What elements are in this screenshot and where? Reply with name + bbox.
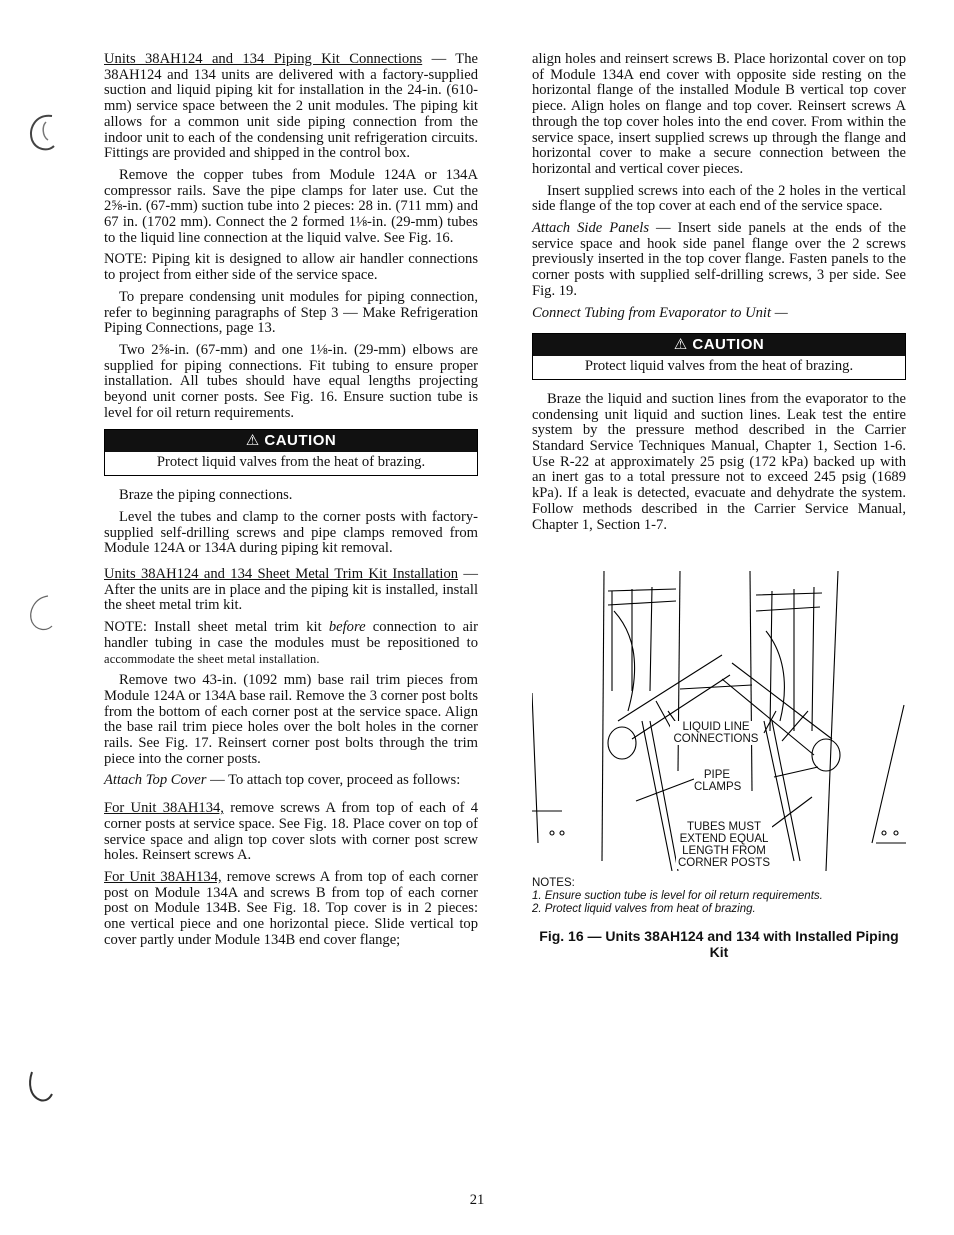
label-pipe-clamps: PIPE CLAMPS [694, 769, 742, 794]
trim-kit-paragraph: Units 38AH124 and 134 Sheet Metal Trim Kit Installation — After the units are in place and the piping kit is installed, install the sheet metal trim kit. [104, 565, 478, 614]
subheading-attach-side-panels: Attach Side Panels [532, 220, 650, 237]
body-paragraph: Braze the piping connections. [119, 487, 293, 504]
body-paragraph: Two 2⅝-in. (67-mm) and one 1⅛-in. (29-mm) elbows are supplied for piping connections. Fit tubing to ensure proper installation. All tubes should have equal lengths projecting beyond unit corner posts. See Fig. 16. Ensure suction tube is level for oil return requirements. [104, 341, 478, 421]
body-paragraph: align holes and reinsert screws B. Place horizontal cover on top of Module 134A end cover with opposite side resting on the horizontal flange of the installed Module B vertical top cover piece. Align holes on flange and top cover. Reinsert screws A through the top cover holes into the end cover. From within the service space, insert supplied screws up through the flange and horizontal cover to make a secure connection between the horizontal and vertical cover pieces. [532, 51, 906, 177]
note-item: 1. Ensure suction tube is level for oil return requirements. [532, 890, 823, 903]
right-column [532, 52, 906, 960]
caution-box [532, 333, 906, 380]
note-paragraph: NOTE: Piping kit is designed to allow air handler connections to project from either side of the service space. [104, 251, 478, 284]
note-paragraph: NOTE: Install sheet metal trim kit before connection to air handler tubing in case the modules must be repositioned to accommodate the sheet metal installation. [104, 619, 478, 666]
figure-notes [532, 877, 906, 916]
piping-kit-paragraph: Units 38AH124 and 134 Piping Kit Connections — The 38AH124 and 134 units are delivered with a factory-supplied suction and liquid piping kit for installation in the 24-in. (610-mm) service space between the 2 unit modules. The piping kit allows for a common unit side piping connection from the indoor unit to each of the condensing unit refrigeration circuits. Fittings are provided and shipped in the control box. [104, 51, 478, 162]
left-column [104, 52, 478, 954]
label-liquid-line-connections: LIQUID LINE CONNECTIONS [670, 721, 762, 745]
unit-134-paragraph: For Unit 38AH134, remove screws A from top of each of 4 corner posts at service space. See Fig. 18. Place cover on top of service space and align top cover slots with corner post screw holes. Reinsert screws A. [104, 800, 479, 864]
body-paragraph: Braze the liquid and suction lines from the evaporator to the condensing unit liquid and suction lines. Leak test the entire system by the pressure method described in the Carrier Standard Service Techniques Manual, Chapter 1, Section 1-6. Use R-22 at approximately 25 psig (172 kPa) backed up with an inert gas to a total pressure not to exceed 245 psig (1689 kPa). If a leak is detected, evacuate and dehydrate the system. Follow methods described in the Carrier Service Manual, Chapter 1, Section 1-7. [532, 390, 906, 533]
unit-134-paragraph: For Unit 38AH134, remove screws A from top of each corner post on Module 134A and screws B from top of each corner post on Module 134B. See Fig. 18. Top cover is in 2 pieces: one vertical piece and one horizontal piece. Slide vertical top cover partly under Module 134B end cover flange; [104, 868, 478, 948]
page-number: 21 [469, 1192, 485, 1208]
notes-title: NOTES: [532, 877, 575, 890]
binder-hole-mark [18, 1066, 58, 1110]
body-paragraph: Remove the copper tubes from Module 124A or 134A compressor rails. Save the pipe clamps for later use. Cut the 2⅝-in. (67-mm) suction tube into 2 pieces: 28 in. (711 mm) and 67 in. (1702 mm). Connect the 2 formed 1⅛-in. (29-mm) tubes to the liquid line connection at the liquid valve. See Fig. 16. [104, 166, 478, 246]
attach-side-panels-paragraph: Attach Side Panels — Insert side panels at the ends of the service space and hook side panel flange over the 2 screws previously inserted in the top cover flange. Fasten panels to the corner posts with supplied self-drilling screws, 3 per side. See Fig. 19. [532, 220, 906, 299]
caution-message: Protect liquid valves from the heat of brazing. [156, 454, 426, 471]
binder-hole-mark [20, 592, 60, 636]
figure-16 [532, 571, 906, 871]
binder-hole-mark [22, 110, 62, 154]
figure-caption: Fig. 16 — Units 38AH124 and 134 with Installed Piping Kit [539, 928, 899, 961]
caution-header: ⚠ CAUTION [105, 430, 477, 452]
subheading-attach-top-cover: Attach Top Cover [104, 772, 207, 789]
body-paragraph: Remove two 43-in. (1092 mm) base rail trim pieces from Module 124A or 134A base rail. Remove the 3 corner post bolts from the bottom of each corner post at the service space. Align the base rail trim piece holes over the bolt holes in the corner rails. See Fig. 17. Reinsert corner post bolts through the trim piece into the corner posts. [104, 672, 478, 767]
section-heading-trim-kit: Units 38AH124 and 134 Sheet Metal Trim Kit Installation [104, 565, 459, 582]
label-tubes-must-extend: TUBES MUST EXTEND EQUAL LENGTH FROM CORNER POSTS [677, 821, 770, 870]
caution-message: Protect liquid valves from the heat of brazing. [584, 358, 854, 375]
body-paragraph: Level the tubes and clamp to the corner posts with factory-supplied self-drilling screws and pipe clamps removed from Module 124A or 134A during piping kit removal. [104, 508, 478, 557]
body-paragraph: To prepare condensing unit modules for piping connection, refer to beginning paragraphs of Step 3 — Make Refrigeration Piping Connections, page 13. [104, 288, 478, 337]
subheading-connect-tubing: Connect Tubing from Evaporator to Unit — [532, 304, 788, 321]
body-paragraph: Insert supplied screws into each of the 2 holes in the vertical side flange of the top cover at each end of the service space. [532, 182, 906, 215]
attach-top-cover-paragraph: Attach Top Cover — To attach top cover, proceed as follows: [104, 772, 461, 789]
caution-box [104, 429, 478, 476]
section-heading-piping-kit: Units 38AH124 and 134 Piping Kit Connections [104, 51, 423, 67]
note-item: 2. Protect liquid valves from heat of brazing. [532, 903, 756, 916]
caution-header: ⚠ CAUTION [533, 334, 905, 356]
